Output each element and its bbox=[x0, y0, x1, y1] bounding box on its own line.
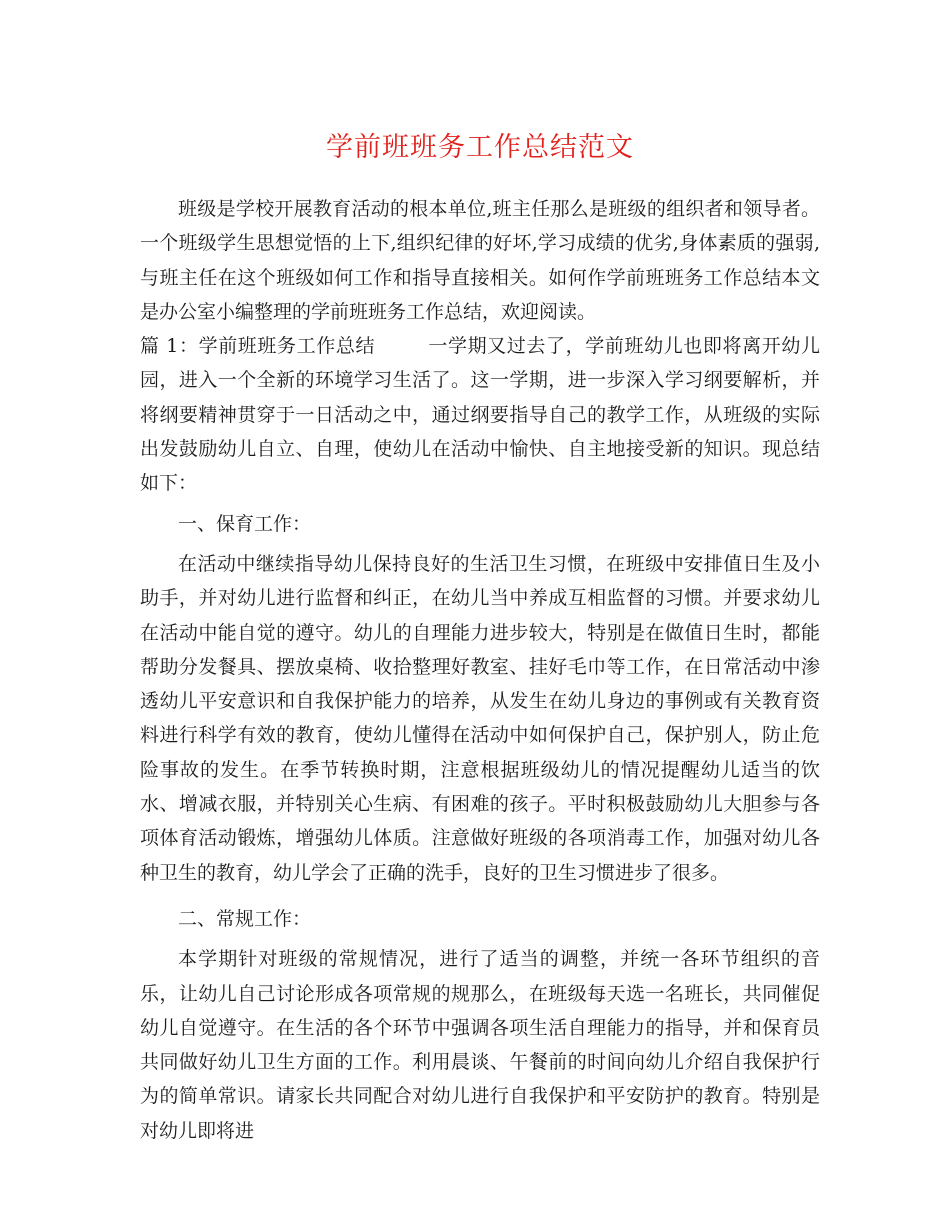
article-paragraph bbox=[140, 329, 820, 500]
section-body-routine: 本学期针对班级的常规情况，进行了适当的调整，并统一各环节组织的音乐，让幼儿自己讨论形成各项常规的规那么，在班级每天选一名班长，共同催促幼儿自觉遵守。在生活的各个环节中强调各项生活自理能力的指导，并和保育员共同做好幼儿卫生方面的工作。利用晨谈、午餐前的时间向幼儿介绍自我保护行为的简单常识。请家长共同配合对幼儿进行自我保护和平安防护的教育。特别是对幼儿即将进 bbox=[140, 948, 820, 1142]
section-body-care: 在活动中继续指导幼儿保持良好的生活卫生习惯，在班级中安排值日生及小助手，并对幼儿进行监督和纠正，在幼儿当中养成互相监督的习惯。并要求幼儿在活动中能自觉的遵守。幼儿的自理能力进步较大，特别是在做值日生时，都能帮助分发餐具、摆放桌椅、收拾整理好教室、挂好毛巾等工作，在日常活动中渗透幼儿平安意识和自我保护能力的培养，从发生在幼儿身边的事例或有关教育资料进行科学有效的教育，使幼儿懂得在活动中如何保护自己，保护别人，防止危险事故的发生。在季节转换时期，注意根据班级幼儿的情况提醒幼儿适当的饮水、增减衣服，并特别关心生病、有困难的孩子。平时积极鼓励幼儿大胆参与各项体育活动锻炼，增强幼儿体质。注意做好班级的各项消毒工作，加强对幼儿各种卫生的教育，幼儿学会了正确的洗手，良好的卫生习惯进步了很多。 bbox=[140, 552, 820, 884]
article-label: 篇 1：学前班班务工作总结 bbox=[140, 335, 376, 358]
article-text: 一学期又过去了，学前班幼儿也即将离开幼儿园，进入一个全新的环境学习生活了。这一学期，进一步深入学习纲要解析，并将纲要精神贯穿于一日活动之中，通过纲要指导自己的教学工作，从班级的实际出发鼓励幼儿自立、自理，使幼儿在活动中愉快、自主地接受新的知识。现总结如下： bbox=[140, 335, 820, 495]
section-heading-care: 一、保育工作： bbox=[178, 512, 312, 535]
document-page bbox=[140, 118, 820, 1148]
document-title: 学前班班务工作总结范文 bbox=[326, 132, 634, 163]
intro-paragraph: 班级是学校开展教育活动的根本单位,班主任那么是班级的组织者和领导者。一个班级学生思想觉悟的上下,组织纪律的好坏,学习成绩的优劣,身体素质的强弱,与班主任在这个班级如何工作和指导直接相关。如何作学前班班务工作总结本文是办公室小编整理的学前班班务工作总结，欢迎阅读。 bbox=[140, 198, 820, 323]
section-heading-routine: 二、常规工作： bbox=[178, 907, 312, 930]
article-spacer bbox=[375, 335, 428, 357]
